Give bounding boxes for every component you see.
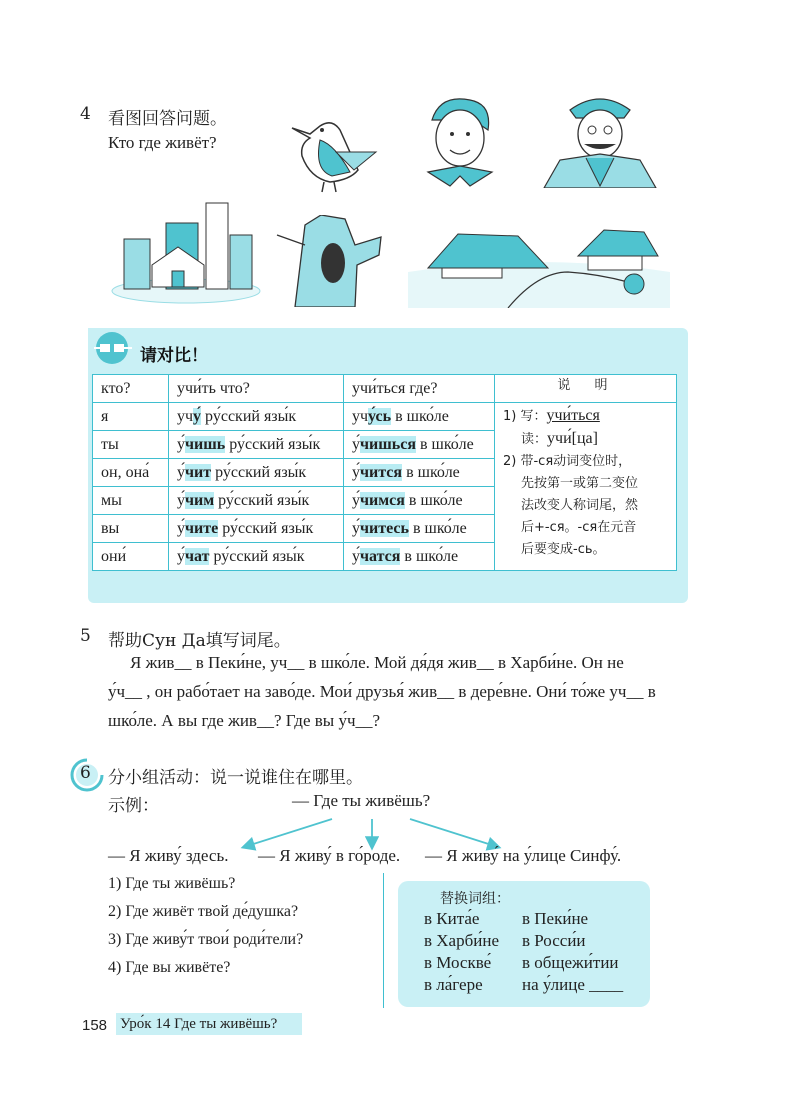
verb-cell: у́чишь ру́сский язы́к — [169, 431, 344, 459]
substitution-word: в Кита́е — [424, 909, 480, 928]
substitution-word: в Росси́и — [522, 931, 586, 950]
note-line: 后+-ся。-ся在元音 — [521, 520, 637, 535]
question-item: 3) Где живу́т твои́ роди́тели? — [108, 931, 304, 948]
verb-cell: учу́ ру́сский язы́к — [169, 403, 344, 431]
table-row — [93, 403, 677, 431]
example-answer: — Я живу́ на у́лице Синфу́. — [425, 846, 622, 865]
question-item: 4) Где вы живёте? — [108, 959, 231, 976]
tree-hollow-illustration — [275, 215, 385, 307]
pronoun-cell: они́ — [93, 543, 169, 571]
note-line: 先按第一或第二变位 — [521, 476, 639, 491]
exercise-6-number: 6 — [80, 763, 91, 783]
bird-illustration — [280, 100, 380, 195]
question-item: 2) Где живёт твой де́душка? — [108, 903, 299, 920]
verb-cell: у́чит ру́сский язы́к — [169, 459, 344, 487]
header-cell: учи́ть что? — [169, 375, 344, 403]
reflexive-verb-cell: у́чится в шко́ле — [344, 459, 495, 487]
pronoun-cell: мы — [93, 487, 169, 515]
table-header-row — [93, 375, 677, 403]
verb-cell: у́чите ру́сский язы́к — [169, 515, 344, 543]
exercise-5-title: 帮助Сун Да填写词尾。 — [108, 631, 291, 651]
example-label: 示例： — [108, 796, 159, 816]
reflexive-verb-cell: у́чатся в шко́ле — [344, 543, 495, 571]
city-illustration — [108, 195, 263, 305]
exercise-4-question: Кто где живёт? — [108, 133, 217, 152]
comparison-title: 请对比！ — [140, 346, 208, 366]
example-answer: — Я живу́ здесь. — [108, 846, 229, 865]
pronoun-cell: вы — [93, 515, 169, 543]
lesson-title: Уро́к 14 Где ты живёшь? — [120, 1016, 278, 1032]
reflexive-verb-cell: учу́сь в шко́ле — [344, 403, 495, 431]
note-label: 读： — [521, 432, 548, 447]
substitution-word: в Харби́не — [424, 931, 499, 950]
exercise-6-title: 分小组活动：说一说谁住在哪里。 — [108, 768, 363, 788]
substitution-word: в общежи́тии — [522, 953, 619, 972]
substitution-word: в Пеки́не — [522, 909, 589, 928]
exercise-5-line: у́ч__ , он рабо́тает на заво́де. Мои́ друзья́ жив__ в дере́вне. Они́ то́же уч__ в — [108, 682, 656, 701]
pronoun-cell: он, она́ — [93, 459, 169, 487]
conjugation-table — [92, 374, 677, 571]
notes-cell — [495, 403, 677, 571]
grandfather-illustration — [540, 88, 660, 188]
pronoun-cell: ты — [93, 431, 169, 459]
village-illustration — [408, 212, 670, 308]
reflexive-verb-cell: у́читесь в шко́ле — [344, 515, 495, 543]
substitution-title: 替换词组： — [440, 891, 510, 907]
exercise-5-number: 5 — [80, 626, 91, 646]
comparison-icon — [92, 332, 136, 364]
exercise-4-number: 4 — [80, 104, 91, 124]
substitution-word: в Москве́ — [424, 953, 492, 972]
exercise-5-line: Я жив__ в Пеки́не, уч__ в шко́ле. Мой дя́дя жив__ в Харби́не. Он не — [130, 653, 624, 672]
note-line: 2) 带-ся动词变位时， — [503, 454, 632, 469]
example-question: — Где ты живёшь? — [292, 791, 431, 810]
note-label: 1) 写： — [503, 409, 547, 424]
boy-illustration — [410, 90, 510, 190]
verb-cell: у́чим ру́сский язы́к — [169, 487, 344, 515]
note-word: учи́[ца] — [547, 430, 598, 447]
reflexive-verb-cell: у́чишься в шко́ле — [344, 431, 495, 459]
reflexive-verb-cell: у́чимся в шко́ле — [344, 487, 495, 515]
substitution-word: в ла́гере — [424, 975, 483, 994]
exercise-5-line: шко́ле. А вы где жив__? Где вы у́ч__? — [108, 711, 381, 730]
pronoun-cell: я — [93, 403, 169, 431]
exercise-4-title: 看图回答问题。 — [108, 109, 227, 129]
substitution-word: на у́лице ____ — [522, 975, 624, 994]
note-line: 法改变人称词尾，然 — [521, 498, 639, 513]
header-cell: 说 明 — [495, 375, 677, 403]
divider-line — [383, 873, 384, 1008]
page-number: 158 — [82, 1017, 108, 1034]
header-cell: кто? — [93, 375, 169, 403]
verb-cell: у́чат ру́сский язы́к — [169, 543, 344, 571]
example-answer: — Я живу́ в го́роде. — [258, 846, 401, 865]
question-item: 1) Где ты живёшь? — [108, 875, 236, 892]
note-line: 后要变成-сь。 — [521, 542, 606, 557]
header-cell: учи́ться где? — [344, 375, 495, 403]
note-word: учи́ться — [546, 407, 600, 424]
